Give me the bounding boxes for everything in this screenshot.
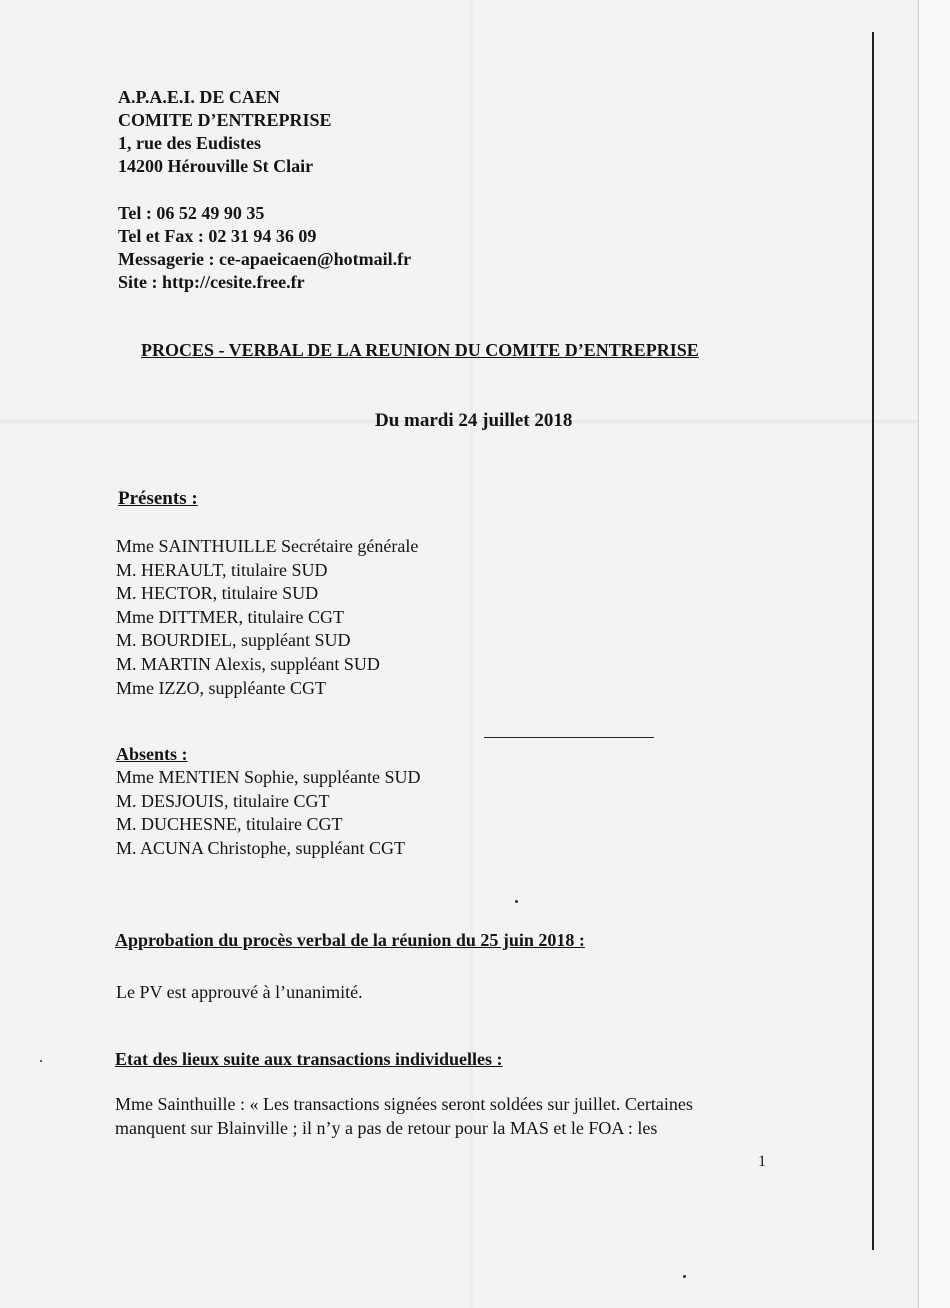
list-item: M. DUCHESNE, titulaire CGT (116, 814, 343, 834)
contact-website: Site : http://cesite.free.fr (118, 272, 305, 292)
list-item: Mme IZZO, suppléante CGT (116, 677, 326, 698)
meeting-date: Du mardi 24 juillet 2018 (375, 410, 573, 431)
approbation-heading: Approbation du procès verbal de la réunion du 25 juin 2018 : (115, 930, 585, 950)
presents-list (116, 535, 418, 700)
contact-phone: Tel : 06 52 49 90 35 (118, 203, 265, 223)
org-committee: COMITE D’ENTREPRISE (118, 110, 332, 130)
etat-paragraph (115, 1092, 770, 1140)
contact-fax: Tel et Fax : 02 31 94 36 09 (118, 226, 317, 246)
list-item: Mme SAINTHUILLE Secrétaire générale (116, 536, 419, 556)
org-street: 1, rue des Eudistes (118, 133, 262, 153)
list-item: Mme DITTMER, titulaire CGT (116, 606, 344, 627)
approbation-text: Le PV est approuvé à l’unanimité. (116, 982, 363, 1002)
divider (484, 737, 654, 738)
page-number: 1 (758, 1153, 766, 1170)
contact-email: Messagerie : ce-apaeicaen@hotmail.fr (118, 249, 412, 269)
list-item: M. BOURDIEL, suppléant SUD (116, 630, 351, 651)
org-city: 14200 Hérouville St Clair (118, 156, 314, 176)
scan-speck (40, 1060, 42, 1062)
scan-speck (683, 1275, 686, 1278)
scan-speck (515, 900, 518, 903)
document-title: PROCES - VERBAL DE LA REUNION DU COMITE D’ENTREPRISE (141, 340, 699, 360)
paragraph-line: manquent sur Blainville ; il n’y a pas de retour pour la MAS et le FOA : les (115, 1118, 658, 1138)
list-item: Mme MENTIEN Sophie, suppléante SUD (116, 767, 421, 787)
paragraph-line: Mme Sainthuille : « Les transactions signées seront soldées sur juillet. Certaines (115, 1094, 693, 1114)
absents-list (116, 766, 420, 860)
margin-line (872, 32, 874, 1250)
contact-info (118, 202, 411, 294)
list-item: M. ACUNA Christophe, suppléant CGT (116, 837, 406, 858)
etat-heading: Etat des lieux suite aux transactions individuelles : (115, 1049, 503, 1069)
absents-heading: Absents : (116, 744, 188, 764)
list-item: M. MARTIN Alexis, suppléant SUD (116, 653, 380, 674)
list-item: M. HECTOR, titulaire SUD (116, 583, 319, 604)
list-item: M. DESJOUIS, titulaire CGT (116, 790, 330, 811)
organization-address (118, 86, 332, 178)
org-name: A.P.A.E.I. DE CAEN (118, 87, 280, 107)
page-edge (918, 0, 950, 1308)
list-item: M. HERAULT, titulaire SUD (116, 559, 328, 580)
presents-heading: Présents : (118, 488, 198, 509)
